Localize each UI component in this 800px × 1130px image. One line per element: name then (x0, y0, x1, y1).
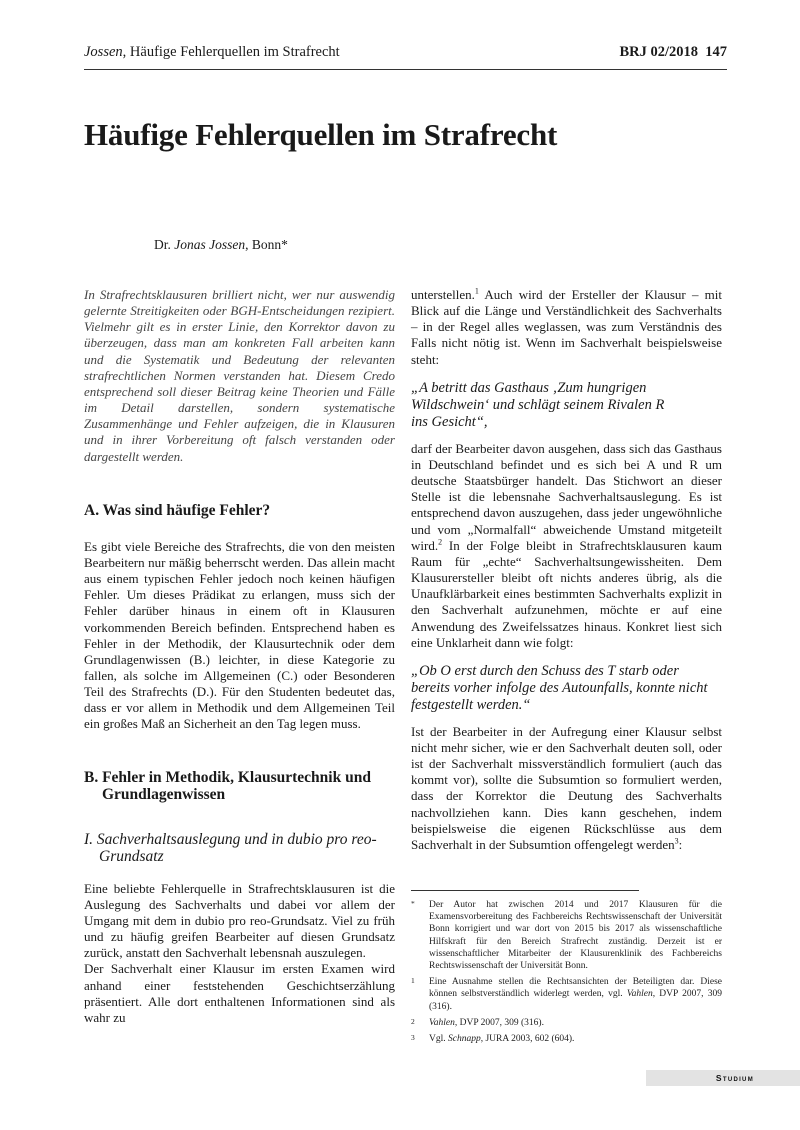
right-paragraph-1-start: unterstellen. (411, 287, 475, 302)
author-name: Jonas Jossen (174, 237, 246, 252)
right-paragraph-2 (411, 441, 722, 651)
footnote-text: Vgl. (429, 1034, 448, 1045)
right-paragraph-1 (411, 287, 722, 368)
right-paragraph-1-rest: Auch wird der Ersteller der Klausur – mit Blick auf die Länge und Verständlichkeit des Sachverhalts – in der Regel alles weglassen, was zum Verständnis des Falls nicht nötig ist. Wenn im Sachverhalt beispielsweise steht: (411, 287, 722, 367)
abstract: In Strafrechtsklausuren brilliert nicht, wer nur auswendig gelernte Streitigkeiten oder BGH-Entscheidungen rezipiert. Vielmehr gilt es in erster Linie, den Korrektor davon zu überzeugen, dass man am konkreten Fall arbeiten kann und die Systematik und Bedeutung der relevanten strafrechtlichen Normen verstanden hat. Diesem Credo entsprechend soll dieser Beitrag keine Theorien und Fälle im Detail darstellen, sondern systematische Zusammenhänge und Fehler aufzeigen, die in Klausuren und in ihrer Vorbereitung oft falsch verstanden oder dargestellt werden. (84, 287, 395, 464)
right-paragraph-2-start: darf der Bearbeiter davon ausgehen, dass sich das Gasthaus in Deutschland befindet und es sich bei A und R um deutsche Staatsbürger handelt. Das Stichwort an dieser Stelle ist die lebensnahe Sachverhaltsauslegung. Es ist entsprechend davon auszugehen, dass jeder ungewöhnliche und vom „Normalfall“ abweichende Umstand mitgeteilt wird. (411, 440, 722, 553)
right-paragraph-2-rest: In der Folge bleibt in Strafrechtsklausuren kaum Raum für „echte“ Sachverhaltsungewissheiten. Dem Klausurersteller bleibt oft nichts anderes übrig, als die Unaufklärbarkeit eines bestimmten Sachverhalts explizit in den Sachverhalt aufzunehmen, möchte er auf eine Anwendung des Zweifelssatzes hinaus. Konkret liest sich eine Unklarheit dann wie folgt: (411, 537, 722, 650)
footnote-citation: , DVP 2007, 309 (316). (454, 1017, 544, 1028)
footnote-ref-3[interactable]: 3 (674, 836, 679, 846)
footnotes (411, 899, 722, 1049)
footnote-star (411, 899, 722, 972)
running-head-author: Jossen (84, 44, 123, 60)
footnote-marker: 2 (411, 1016, 415, 1026)
running-head-left (84, 42, 340, 62)
right-paragraph-3-start: Ist der Bearbeiter in der Aufregung einer Klausur selbst nicht mehr sicher, wie er den Sachverhalt deuten soll, oder ist der Sachverhalt missverständlich formuliert (auch das kommt vor), sollte die Subsumtion so formuliert werden, dass der Korrektor die Deutung des Sachverhalts nachvollziehen kann. Dies kann geschehen, indem beispielsweise die eigenen Rückschlüsse aus dem Sachverhalt in der Subsumtion offengelegt werden (411, 723, 722, 852)
section-tab-studium: Studium (646, 1070, 800, 1086)
footnote-text: Der Autor hat zwischen 2014 und 2017 Klausuren für die Examensvorbereitung des Fachbereichs Rechtswissenschaft der Universität Bonn korrigiert und war dort von 2015 bis 2017 als wissenschaftliche Hilfskraft für den Bereich Strafrecht zuständig. Derzeit ist er wissenschaftlicher Mitarbeiter der Klausurenklinik des Fachbereichs Rechtswissenschaft der Universität Bonn. (429, 900, 722, 972)
footnote-citation: , JURA 2003, 602 (604). (480, 1034, 575, 1045)
running-head-title: , Häufige Fehlerquellen im Strafrecht (122, 44, 340, 60)
quote-unfall: „Ob O erst durch den Schuss des T starb oder bereits vorher infolge des Autounfalls, konnte nicht festgestellt werden.“ (411, 662, 708, 713)
right-column (411, 287, 722, 853)
journal-issue: BRJ 02/2018 (619, 44, 698, 60)
footnote-3 (411, 1033, 722, 1045)
page-number: 147 (705, 44, 727, 60)
footnote-cited-author: Schnapp (448, 1034, 481, 1045)
footnote-cited-author: Vahlen (429, 1017, 455, 1028)
footnote-ref-1[interactable]: 1 (474, 286, 479, 296)
footnote-cited-author: Vahlen (626, 989, 653, 1000)
footnote-ref-2[interactable]: 2 (438, 537, 443, 547)
footnote-citation: , DVP 2007, 309 (316). (429, 989, 722, 1012)
quote-gasthaus: „A betritt das Gasthaus ‚Zum hungrigen Wildschwein‘ und schlägt seinem Rivalen R ins Gesicht“, (411, 379, 665, 430)
right-paragraph-3 (411, 724, 722, 853)
right-paragraph-3-end: : (678, 836, 683, 852)
byline-suffix: , Bonn* (245, 237, 288, 252)
section-b-heading: B. Fehler in Methodik, Klausurtechnik und Grundlagenwissen (84, 768, 371, 803)
footnote-text: Eine Ausnahme stellen die Rechtsansichten der Beteiligten dar. Diese können selbstverständlich widerlegt werden, vgl. (429, 977, 722, 1000)
article-title: Häufige Fehlerquellen im Strafrecht (84, 117, 558, 152)
header-rule (84, 69, 727, 70)
subsection-i-heading: I. Sachverhaltsauslegung und in dubio pro reo-Grundsatz (84, 830, 377, 865)
subsection-i-paragraph-2: Der Sachverhalt einer Klausur im ersten Examen wird anhand einer feststehenden Geschichtserzählung präsentiert. Alle dort enthaltenen Informationen sind als wahr zu (84, 961, 395, 1025)
byline-prefix: Dr. (154, 237, 175, 252)
section-a-paragraph: Es gibt viele Bereiche des Strafrechts, die von den meisten Bearbeitern nur mäßig beherrscht werden. Das allein macht aus einem typischen Fehler jedoch noch keinen häufigen Fehler. Um dieses Prädikat zu erlangen, muss sich der Fehler darüber hinaus in einem oft in Klausuren vorkommenden Bereich befinden. Entsprechend haben es Fehler in der Methodik, der Klausurtechnik oder dem Grundlagenwissen (B.) leichter, in diese Kategorie zu fallen, als solche im Allgemeinen (C.) oder Besonderen Teil des Strafrechts (D.). Für den Studenten bedeutet das, dass er vor allem in Methodik und dem Allgemeinen Teil ein großes Maß an Sicherheit an den Tag legen muss. (84, 538, 395, 732)
subsection-i-paragraph-1: Eine beliebte Fehlerquelle in Strafrechtsklausuren ist die Auslegung des Sachverhalts und dabei vor allem der Umgang mit dem in dubio pro reo-Grundsatz. Viel zu früh und zu häufig greifen Bearbeiter auf diesen Grundsatz zurück, anstatt den Sachverhalt lebensnah auszulegen. (84, 880, 395, 961)
byline (154, 236, 288, 254)
footnote-rule (411, 890, 639, 891)
footnote-marker: 3 (411, 1033, 415, 1043)
footnote-2 (411, 1017, 722, 1029)
footnote-marker: * (411, 899, 415, 908)
section-a-heading: A. Was sind häufige Fehler? (84, 501, 271, 519)
footnote-marker: 1 (411, 976, 415, 986)
running-head-right (619, 42, 727, 62)
left-column (84, 287, 395, 1026)
footnote-1 (411, 976, 722, 1013)
